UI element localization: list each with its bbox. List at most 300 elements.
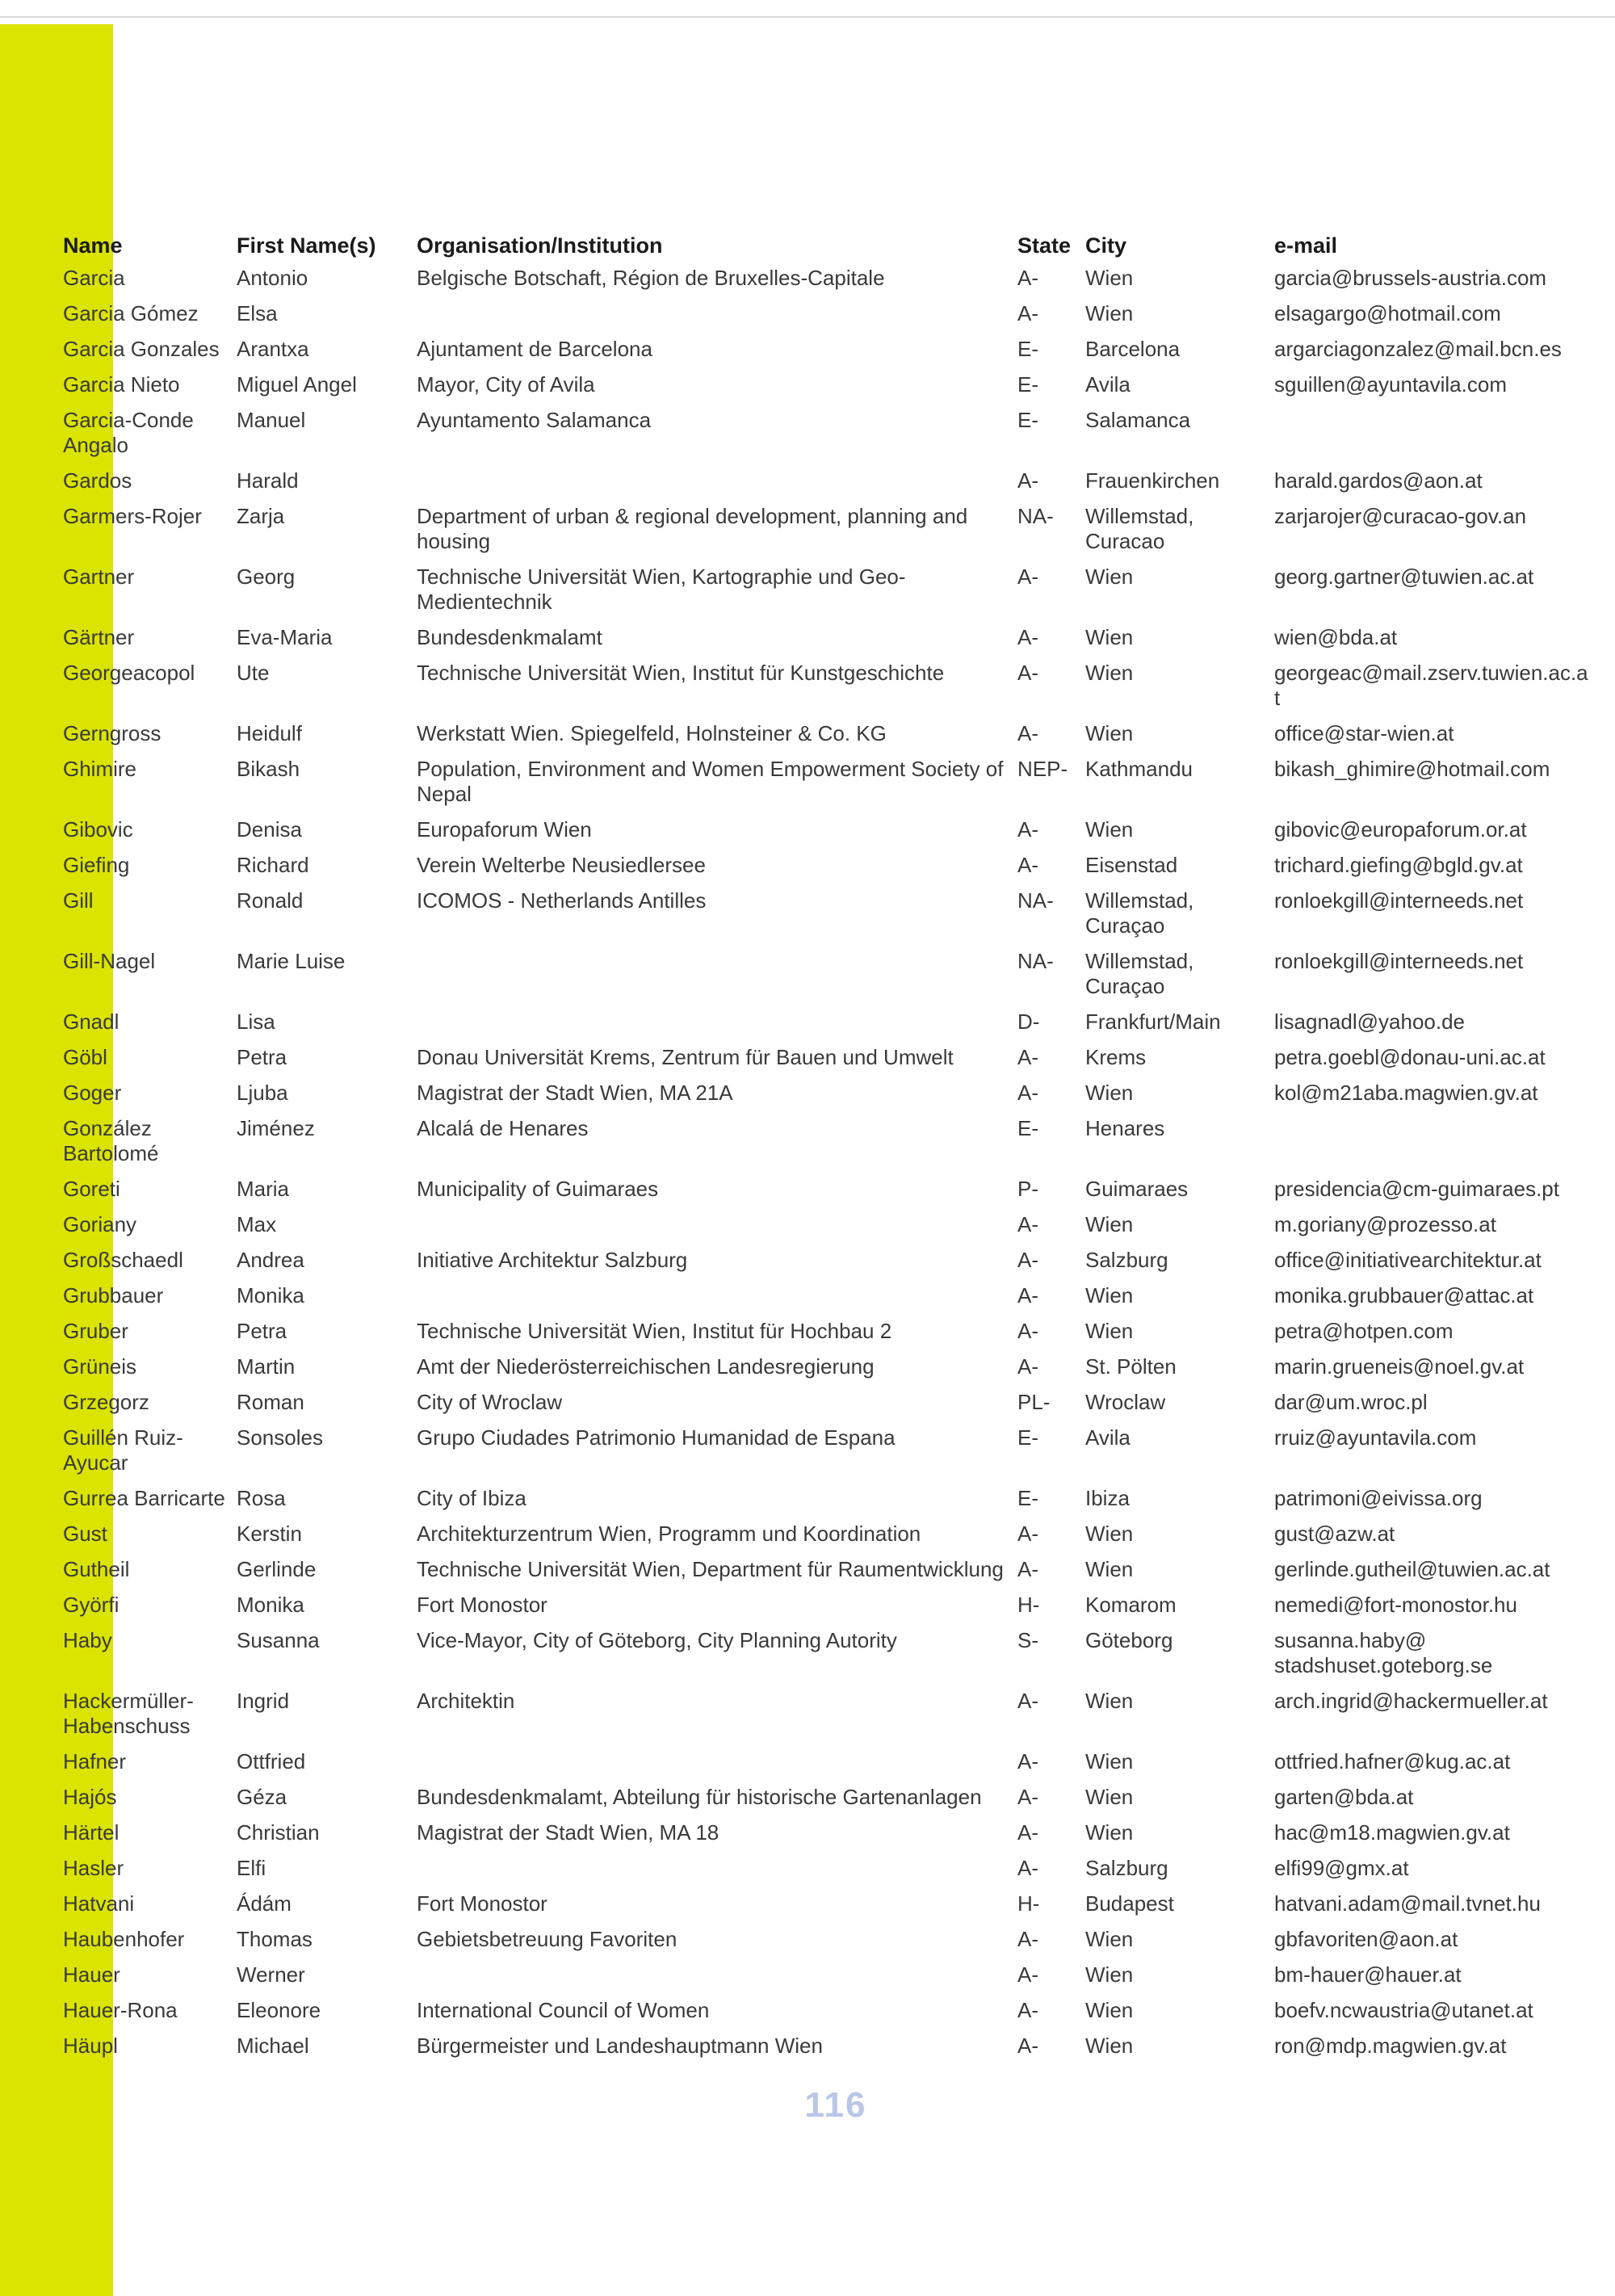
- cell-first-name: Elfi: [237, 1856, 266, 1880]
- cell-organisation: Amt der Niederösterreichischen Landesregierung: [417, 1354, 875, 1379]
- top-rule: [0, 16, 1615, 18]
- cell-city: Salzburg: [1085, 1248, 1168, 1272]
- table-row: [63, 853, 1589, 888]
- cell-city: Willemstad, Curaçao: [1085, 888, 1194, 938]
- cell-city: Wien: [1085, 1749, 1134, 1773]
- cell-email: marin.grueneis@noel.gv.at: [1274, 1354, 1525, 1379]
- cell-state: A-: [1017, 1689, 1038, 1713]
- cell-state: A-: [1017, 1212, 1038, 1236]
- cell-city: Willemstad, Curaçao: [1085, 949, 1194, 998]
- cell-city: Henares: [1085, 1116, 1165, 1140]
- cell-name: Giefing: [63, 853, 130, 877]
- table-row: [63, 949, 1589, 1009]
- cell-first-name: Lisa: [237, 1009, 275, 1034]
- cell-city: Krems: [1085, 1045, 1147, 1069]
- header-city: City: [1085, 233, 1127, 258]
- cell-organisation: [417, 1749, 1017, 1785]
- cell-first-name: Ottfried: [237, 1749, 306, 1773]
- cell-state: A-: [1017, 1319, 1038, 1343]
- cell-email: elfi99@gmx.at: [1274, 1856, 1409, 1880]
- cell-email: petra.goebl@donau-uni.ac.at: [1274, 1045, 1546, 1069]
- cell-name: Guillén Ruiz-Ayucar: [63, 1425, 183, 1475]
- cell-state: A-: [1017, 1248, 1038, 1272]
- cell-first-name: Miguel Angel: [237, 372, 357, 397]
- table-body: [63, 266, 1589, 2069]
- cell-first-name: Ute: [237, 661, 270, 685]
- table-row: [63, 1319, 1589, 1354]
- cell-name: Garcia Gonzales: [63, 337, 220, 361]
- cell-name: Grüneis: [63, 1354, 137, 1379]
- table-row: [63, 1177, 1589, 1212]
- cell-state: A-: [1017, 661, 1038, 685]
- table-row: [63, 2034, 1589, 2069]
- cell-organisation: International Council of Women: [417, 1998, 710, 2022]
- cell-city: Wien: [1085, 1820, 1134, 1845]
- cell-organisation: Initiative Architektur Salzburg: [417, 1248, 688, 1272]
- cell-state: A-: [1017, 1927, 1038, 1951]
- cell-city: Wien: [1085, 1962, 1134, 1987]
- cell-organisation: ICOMOS - Netherlands Antilles: [417, 888, 707, 913]
- cell-state: A-: [1017, 1557, 1038, 1581]
- table-row: [63, 1045, 1589, 1081]
- cell-state: A-: [1017, 1998, 1038, 2022]
- header-first-names: First Name(s): [237, 233, 376, 258]
- cell-email: office@initiativearchitektur.at: [1274, 1248, 1542, 1272]
- cell-organisation: Bürgermeister und Landeshauptmann Wien: [417, 2034, 823, 2058]
- cell-name: Ghimire: [63, 757, 137, 781]
- participants-table: [63, 233, 1589, 2069]
- cell-first-name: Antonio: [237, 266, 308, 290]
- cell-city: Wien: [1085, 1319, 1134, 1343]
- cell-state: A-: [1017, 2034, 1038, 2058]
- table-row: [63, 372, 1589, 408]
- table-row: [63, 625, 1589, 661]
- cell-first-name: Monika: [237, 1593, 304, 1617]
- cell-first-name: Gerlinde: [237, 1557, 317, 1581]
- cell-name: Garcia Nieto: [63, 372, 180, 397]
- cell-organisation: [417, 949, 1017, 1009]
- cell-email: [1274, 1116, 1589, 1177]
- cell-state: A-: [1017, 565, 1038, 589]
- cell-email: dar@um.wroc.pl: [1274, 1390, 1428, 1414]
- table-row: [63, 301, 1589, 337]
- table-row: [63, 504, 1589, 565]
- cell-state: A-: [1017, 1081, 1038, 1105]
- cell-city: Guimaraes: [1085, 1177, 1189, 1201]
- table-row: [63, 565, 1589, 625]
- table-row: [63, 1283, 1589, 1319]
- cell-first-name: Martin: [237, 1354, 296, 1379]
- cell-name: Hackermüller-Habenschuss: [63, 1689, 194, 1738]
- cell-name: Hatvani: [63, 1891, 135, 1916]
- cell-email: elsagargo@hotmail.com: [1274, 301, 1501, 325]
- cell-state: NEP-: [1017, 757, 1068, 781]
- cell-organisation: Donau Universität Krems, Zentrum für Bauen und Umwelt: [417, 1045, 954, 1069]
- cell-name: Gill: [63, 888, 94, 913]
- cell-organisation: City of Wroclaw: [417, 1390, 563, 1414]
- cell-email: presidencia@cm-guimaraes.pt: [1274, 1177, 1559, 1201]
- cell-name: Grzegorz: [63, 1390, 149, 1414]
- cell-organisation: [417, 1009, 1017, 1045]
- cell-email: garcia@brussels-austria.com: [1274, 266, 1547, 290]
- cell-first-name: Ingrid: [237, 1689, 290, 1713]
- table-row: [63, 817, 1589, 853]
- table-row: [63, 1486, 1589, 1522]
- cell-organisation: Gebietsbetreuung Favoriten: [417, 1927, 677, 1951]
- cell-organisation: Municipality of Guimaraes: [417, 1177, 659, 1201]
- table-row: [63, 266, 1589, 301]
- cell-email: argarciagonzalez@mail.bcn.es: [1274, 337, 1562, 361]
- cell-city: Budapest: [1085, 1891, 1174, 1916]
- cell-first-name: Harald: [237, 468, 299, 493]
- table-row: [63, 1081, 1589, 1116]
- table-row: [63, 1689, 1589, 1749]
- table-row: [63, 888, 1589, 949]
- cell-state: A-: [1017, 468, 1038, 493]
- cell-first-name: Christian: [237, 1820, 320, 1845]
- cell-state: A-: [1017, 1785, 1038, 1809]
- cell-organisation: City of Ibiza: [417, 1486, 526, 1510]
- cell-state: A-: [1017, 1856, 1038, 1880]
- cell-email: office@star-wien.at: [1274, 721, 1454, 745]
- cell-organisation: [417, 301, 1017, 337]
- cell-email: susanna.haby@ stadshuset.goteborg.se: [1274, 1628, 1493, 1677]
- cell-email: monika.grubbauer@attac.at: [1274, 1283, 1534, 1308]
- cell-organisation: [417, 1212, 1017, 1248]
- cell-first-name: Eleonore: [237, 1998, 321, 2022]
- cell-state: A-: [1017, 625, 1038, 649]
- cell-first-name: Ronald: [237, 888, 304, 913]
- cell-first-name: Heidulf: [237, 721, 302, 745]
- cell-name: Gardos: [63, 468, 132, 493]
- cell-email: m.goriany@prozesso.at: [1274, 1212, 1496, 1236]
- cell-organisation: Alcalá de Henares: [417, 1116, 589, 1140]
- cell-first-name: Georg: [237, 565, 296, 589]
- cell-state: S-: [1017, 1628, 1038, 1652]
- cell-city: Wien: [1085, 2034, 1134, 2058]
- cell-email: [1274, 408, 1589, 468]
- cell-first-name: Thomas: [237, 1927, 313, 1951]
- cell-first-name: Ádám: [237, 1891, 292, 1916]
- cell-city: Wien: [1085, 1785, 1134, 1809]
- cell-state: E-: [1017, 337, 1038, 361]
- cell-name: Georgeacopol: [63, 661, 195, 685]
- cell-state: P-: [1017, 1177, 1038, 1201]
- cell-email: georgeac@mail.zserv.tuwien.ac.at: [1274, 661, 1588, 710]
- cell-email: petra@hotpen.com: [1274, 1319, 1454, 1343]
- cell-name: Goreti: [63, 1177, 120, 1201]
- cell-state: A-: [1017, 1354, 1038, 1379]
- cell-first-name: Denisa: [237, 817, 302, 842]
- cell-city: Barcelona: [1085, 337, 1181, 361]
- cell-organisation: Verein Welterbe Neusiedlersee: [417, 853, 706, 877]
- cell-email: boefv.ncwaustria@utanet.at: [1274, 1998, 1533, 2022]
- header-email: e-mail: [1274, 233, 1338, 258]
- cell-email: patrimoni@eivissa.org: [1274, 1486, 1483, 1510]
- cell-city: Eisenstad: [1085, 853, 1178, 877]
- cell-state: A-: [1017, 1749, 1038, 1773]
- cell-state: E-: [1017, 1116, 1038, 1140]
- cell-state: NA-: [1017, 888, 1054, 913]
- cell-city: St. Pölten: [1085, 1354, 1177, 1379]
- cell-state: A-: [1017, 1522, 1038, 1546]
- cell-city: Wroclaw: [1085, 1390, 1166, 1414]
- cell-city: Wien: [1085, 1283, 1134, 1308]
- cell-email: zarjarojer@curacao-gov.an: [1274, 504, 1527, 528]
- cell-city: Kathmandu: [1085, 757, 1193, 781]
- table-row: [63, 1248, 1589, 1283]
- header-state: State: [1017, 233, 1072, 258]
- cell-state: A-: [1017, 1283, 1038, 1308]
- cell-name: Garcia-Conde Angalo: [63, 408, 194, 457]
- cell-first-name: Susanna: [237, 1628, 320, 1652]
- cell-first-name: Werner: [237, 1962, 305, 1987]
- cell-city: Göteborg: [1085, 1628, 1173, 1652]
- cell-email: hac@m18.magwien.gv.at: [1274, 1820, 1510, 1845]
- table-row: [63, 1998, 1589, 2034]
- cell-first-name: Eva-Maria: [237, 625, 333, 649]
- cell-name: Häupl: [63, 2034, 118, 2058]
- cell-name: Garcia: [63, 266, 125, 290]
- cell-email: wien@bda.at: [1274, 625, 1398, 649]
- cell-organisation: Bundesdenkmalamt: [417, 625, 602, 649]
- table-row: [63, 661, 1589, 721]
- table-row: [63, 408, 1589, 468]
- cell-name: Hauer-Rona: [63, 1998, 178, 2022]
- cell-email: gbfavoriten@aon.at: [1274, 1927, 1458, 1951]
- cell-name: Haubenhofer: [63, 1927, 185, 1951]
- cell-email: harald.gardos@aon.at: [1274, 468, 1483, 493]
- cell-email: bikash_ghimire@hotmail.com: [1274, 757, 1550, 781]
- cell-name: Gartner: [63, 565, 135, 589]
- cell-state: E-: [1017, 1486, 1038, 1510]
- cell-name: Grubbauer: [63, 1283, 164, 1308]
- cell-city: Avila: [1085, 372, 1130, 397]
- cell-state: A-: [1017, 1045, 1038, 1069]
- cell-organisation: Magistrat der Stadt Wien, MA 21A: [417, 1081, 733, 1105]
- cell-state: E-: [1017, 1425, 1038, 1450]
- cell-organisation: Europaforum Wien: [417, 817, 592, 842]
- table-row: [63, 1522, 1589, 1557]
- cell-email: arch.ingrid@hackermueller.at: [1274, 1689, 1548, 1713]
- cell-first-name: Géza: [237, 1785, 287, 1809]
- cell-email: gerlinde.gutheil@tuwien.ac.at: [1274, 1557, 1550, 1581]
- cell-organisation: Magistrat der Stadt Wien, MA 18: [417, 1820, 719, 1845]
- table-row: [63, 1856, 1589, 1891]
- cell-city: Ibiza: [1085, 1486, 1130, 1510]
- cell-organisation: Architektin: [417, 1689, 515, 1713]
- cell-state: A-: [1017, 853, 1038, 877]
- cell-organisation: Belgische Botschaft, Région de Bruxelles-Capitale: [417, 266, 885, 290]
- header-row: [63, 233, 1589, 266]
- cell-city: Salamanca: [1085, 408, 1191, 432]
- cell-name: Hasler: [63, 1856, 124, 1880]
- cell-state: PL-: [1017, 1390, 1051, 1414]
- cell-city: Wien: [1085, 565, 1134, 589]
- cell-state: A-: [1017, 301, 1038, 325]
- table-row: [63, 1354, 1589, 1390]
- cell-first-name: Petra: [237, 1045, 287, 1069]
- cell-first-name: Roman: [237, 1390, 304, 1414]
- cell-first-name: Petra: [237, 1319, 287, 1343]
- cell-name: González Bartolomé: [63, 1116, 159, 1165]
- cell-name: Gutheil: [63, 1557, 130, 1581]
- cell-state: A-: [1017, 266, 1038, 290]
- cell-state: E-: [1017, 408, 1038, 432]
- cell-organisation: Department of urban & regional development, planning and housing: [417, 504, 968, 553]
- table-row: [63, 757, 1589, 817]
- cell-city: Wien: [1085, 817, 1134, 842]
- cell-state: NA-: [1017, 504, 1054, 528]
- cell-email: bm-hauer@hauer.at: [1274, 1962, 1462, 1987]
- table-row: [63, 1962, 1589, 1998]
- cell-organisation: Fort Monostor: [417, 1891, 547, 1916]
- cell-state: A-: [1017, 721, 1038, 745]
- cell-organisation: Ayuntamento Salamanca: [417, 408, 652, 432]
- table-row: [63, 337, 1589, 372]
- header-organisation: Organisation/Institution: [417, 233, 663, 258]
- cell-city: Wien: [1085, 1689, 1134, 1713]
- cell-city: Wien: [1085, 1557, 1134, 1581]
- cell-organisation: Vice-Mayor, City of Göteborg, City Planning Autority: [417, 1628, 897, 1652]
- cell-state: H-: [1017, 1891, 1040, 1916]
- table-row: [63, 1891, 1589, 1927]
- cell-name: Györfi: [63, 1593, 120, 1617]
- cell-first-name: Sonsoles: [237, 1425, 323, 1450]
- cell-name: Härtel: [63, 1820, 120, 1845]
- cell-first-name: Maria: [237, 1177, 290, 1201]
- cell-email: gibovic@europaforum.or.at: [1274, 817, 1527, 842]
- cell-first-name: Kerstin: [237, 1522, 302, 1546]
- cell-organisation: [417, 1283, 1017, 1319]
- cell-first-name: Manuel: [237, 408, 306, 432]
- cell-city: Wien: [1085, 266, 1134, 290]
- table-row: [63, 1749, 1589, 1785]
- cell-state: H-: [1017, 1593, 1040, 1617]
- cell-name: Gerngross: [63, 721, 162, 745]
- cell-first-name: Ljuba: [237, 1081, 288, 1105]
- cell-organisation: Population, Environment and Women Empowerment Society of Nepal: [417, 757, 1004, 806]
- cell-organisation: [417, 468, 1017, 504]
- cell-state: A-: [1017, 1962, 1038, 1987]
- table-row: [63, 1212, 1589, 1248]
- cell-city: Avila: [1085, 1425, 1130, 1450]
- table-row: [63, 468, 1589, 504]
- cell-city: Frankfurt/Main: [1085, 1009, 1221, 1034]
- cell-name: Gurrea Barricarte: [63, 1486, 225, 1510]
- cell-organisation: Technische Universität Wien, Kartographie und Geo-Medientechnik: [417, 565, 906, 614]
- cell-name: Garcia Gómez: [63, 301, 199, 325]
- cell-email: rruiz@ayuntavila.com: [1274, 1425, 1477, 1450]
- cell-first-name: Marie Luise: [237, 949, 346, 973]
- cell-state: D-: [1017, 1009, 1040, 1034]
- cell-organisation: Bundesdenkmalamt, Abteilung für historische Gartenanlagen: [417, 1785, 982, 1809]
- cell-city: Wien: [1085, 1998, 1134, 2022]
- table-row: [63, 1425, 1589, 1486]
- table-row: [63, 1116, 1589, 1177]
- cell-email: lisagnadl@yahoo.de: [1274, 1009, 1466, 1034]
- cell-email: sguillen@ayuntavila.com: [1274, 372, 1507, 397]
- cell-name: Gibovic: [63, 817, 133, 842]
- cell-organisation: Fort Monostor: [417, 1593, 547, 1617]
- cell-email: nemedi@fort-monostor.hu: [1274, 1593, 1517, 1617]
- cell-name: Gust: [63, 1522, 107, 1546]
- cell-organisation: Technische Universität Wien, Institut für Hochbau 2: [417, 1319, 892, 1343]
- cell-first-name: Michael: [237, 2034, 309, 2058]
- cell-email: hatvani.adam@mail.tvnet.hu: [1274, 1891, 1541, 1916]
- cell-name: Gruber: [63, 1319, 128, 1343]
- cell-email: ronloekgill@interneeds.net: [1274, 949, 1524, 973]
- cell-name: Gnadl: [63, 1009, 120, 1034]
- cell-first-name: Max: [237, 1212, 277, 1236]
- cell-name: Hauer: [63, 1962, 120, 1987]
- cell-city: Frauenkirchen: [1085, 468, 1220, 493]
- cell-email: ronloekgill@interneeds.net: [1274, 888, 1524, 913]
- cell-city: Komarom: [1085, 1593, 1177, 1617]
- table-row: [63, 1628, 1589, 1689]
- table-row: [63, 1820, 1589, 1856]
- table-row: [63, 1927, 1589, 1962]
- cell-name: Hajós: [63, 1785, 117, 1809]
- cell-city: Wien: [1085, 1081, 1134, 1105]
- cell-state: A-: [1017, 817, 1038, 842]
- header-name: Name: [63, 233, 123, 258]
- cell-name: Gärtner: [63, 625, 135, 649]
- cell-name: Großschaedl: [63, 1248, 183, 1272]
- cell-first-name: Monika: [237, 1283, 304, 1308]
- table-row: [63, 1785, 1589, 1820]
- cell-organisation: Technische Universität Wien, Department für Raumentwicklung: [417, 1557, 1004, 1581]
- page-number: 116: [804, 2085, 867, 2125]
- cell-city: Salzburg: [1085, 1856, 1168, 1880]
- cell-name: Goger: [63, 1081, 122, 1105]
- cell-organisation: Technische Universität Wien, Institut für Kunstgeschichte: [417, 661, 945, 685]
- participants-table-wrap: [63, 233, 1589, 2069]
- cell-first-name: Elsa: [237, 301, 278, 325]
- cell-name: Hafner: [63, 1749, 127, 1773]
- cell-name: Garmers-Rojer: [63, 504, 202, 528]
- cell-state: A-: [1017, 1820, 1038, 1845]
- cell-email: kol@m21aba.magwien.gv.at: [1274, 1081, 1538, 1105]
- cell-city: Wien: [1085, 661, 1134, 685]
- cell-city: Wien: [1085, 721, 1134, 745]
- cell-email: georg.gartner@tuwien.ac.at: [1274, 565, 1534, 589]
- cell-first-name: Rosa: [237, 1486, 286, 1510]
- cell-state: E-: [1017, 372, 1038, 397]
- table-row: [63, 1390, 1589, 1425]
- cell-first-name: Richard: [237, 853, 309, 877]
- cell-email: ron@mdp.magwien.gv.at: [1274, 2034, 1507, 2058]
- cell-organisation: [417, 1962, 1017, 1998]
- cell-first-name: Arantxa: [237, 337, 309, 361]
- cell-email: ottfried.hafner@kug.ac.at: [1274, 1749, 1511, 1773]
- cell-email: garten@bda.at: [1274, 1785, 1414, 1809]
- cell-organisation: Mayor, City of Avila: [417, 372, 595, 397]
- cell-first-name: Zarja: [237, 504, 285, 528]
- cell-organisation: Werkstatt Wien. Spiegelfeld, Holnsteiner & Co. KG: [417, 721, 887, 745]
- cell-organisation: Grupo Ciudades Patrimonio Humanidad de Espana: [417, 1425, 896, 1450]
- cell-city: Wien: [1085, 625, 1134, 649]
- cell-name: Goriany: [63, 1212, 137, 1236]
- cell-city: Wien: [1085, 1212, 1134, 1236]
- cell-organisation: [417, 1856, 1017, 1891]
- cell-first-name: Andrea: [237, 1248, 304, 1272]
- cell-name: Göbl: [63, 1045, 107, 1069]
- cell-state: NA-: [1017, 949, 1054, 973]
- table-row: [63, 1557, 1589, 1593]
- cell-city: Wien: [1085, 1927, 1134, 1951]
- table-row: [63, 721, 1589, 757]
